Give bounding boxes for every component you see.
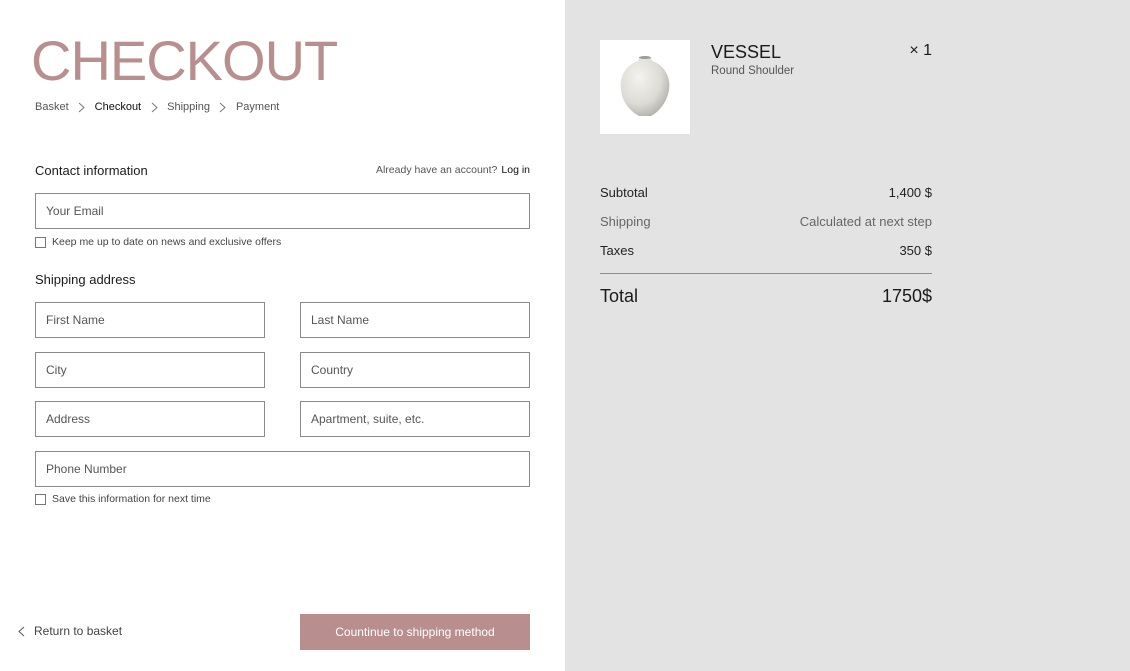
newsletter-checkbox-row[interactable] xyxy=(35,236,281,248)
save-info-checkbox-row[interactable] xyxy=(35,493,211,505)
city-placeholder: City xyxy=(46,363,67,377)
apartment-placeholder: Apartment, suite, etc. xyxy=(311,412,425,426)
save-info-label: Save this information for next time xyxy=(52,493,211,505)
address-placeholder: Address xyxy=(46,412,91,426)
total-label: Total xyxy=(600,286,639,306)
shipping-heading: Shipping address xyxy=(35,272,136,287)
shipping-row xyxy=(600,214,932,229)
return-to-basket-link[interactable] xyxy=(18,624,122,638)
shipping-label: Shipping xyxy=(600,214,651,229)
subtotal-row xyxy=(600,185,932,200)
save-info-checkbox[interactable] xyxy=(35,494,46,505)
order-summary-panel xyxy=(565,0,1130,671)
phone-field[interactable] xyxy=(35,451,530,487)
breadcrumb-checkout[interactable]: Checkout xyxy=(94,101,142,113)
last-name-placeholder: Last Name xyxy=(311,313,370,327)
address-field[interactable] xyxy=(35,401,265,437)
country-placeholder: Country xyxy=(311,363,354,377)
email-field[interactable] xyxy=(35,193,530,229)
country-field[interactable] xyxy=(300,352,530,388)
first-name-field[interactable] xyxy=(35,302,265,338)
product-quantity: × 1 xyxy=(909,42,932,59)
chevron-right-icon xyxy=(210,101,236,113)
account-prompt-text: Already have an account? xyxy=(375,164,498,176)
newsletter-checkbox[interactable] xyxy=(35,237,46,248)
chevron-right-icon xyxy=(141,101,167,113)
newsletter-label: Keep me up to date on news and exclusive offers xyxy=(52,236,282,248)
apartment-field[interactable] xyxy=(300,401,530,437)
subtotal-label: Subtotal xyxy=(600,185,648,200)
breadcrumb-payment[interactable]: Payment xyxy=(235,101,280,113)
account-prompt xyxy=(376,164,530,176)
return-to-basket-label: Return to basket xyxy=(34,624,123,638)
phone-placeholder: Phone Number xyxy=(46,462,127,476)
first-name-placeholder: First Name xyxy=(46,313,105,327)
breadcrumb xyxy=(35,101,279,113)
chevron-right-icon xyxy=(69,101,95,113)
chevron-left-icon xyxy=(18,626,25,637)
product-name: VESSEL xyxy=(711,42,782,62)
breadcrumb-shipping[interactable]: Shipping xyxy=(167,101,210,113)
contact-heading: Contact information xyxy=(35,163,148,178)
shipping-value: Calculated at next step xyxy=(799,214,932,229)
last-name-field[interactable] xyxy=(300,302,530,338)
total-row xyxy=(600,286,932,307)
city-field[interactable] xyxy=(35,352,265,388)
taxes-label: Taxes xyxy=(600,243,634,258)
taxes-value: 350 $ xyxy=(899,243,932,258)
summary-divider xyxy=(600,273,932,274)
breadcrumb-basket[interactable]: Basket xyxy=(35,101,69,113)
continue-to-shipping-button[interactable]: Countinue to shipping method xyxy=(300,614,530,650)
subtotal-value: 1,400 $ xyxy=(888,185,932,200)
email-placeholder: Your Email xyxy=(46,204,104,218)
page-title: CHECKOUT xyxy=(31,29,338,92)
vase-image-icon xyxy=(615,54,675,120)
product-thumbnail xyxy=(600,40,690,134)
login-link[interactable]: Log in xyxy=(501,164,530,176)
product-variant: Round Shoulder xyxy=(711,65,795,77)
total-value: 1750$ xyxy=(881,286,932,306)
taxes-row xyxy=(600,243,932,258)
